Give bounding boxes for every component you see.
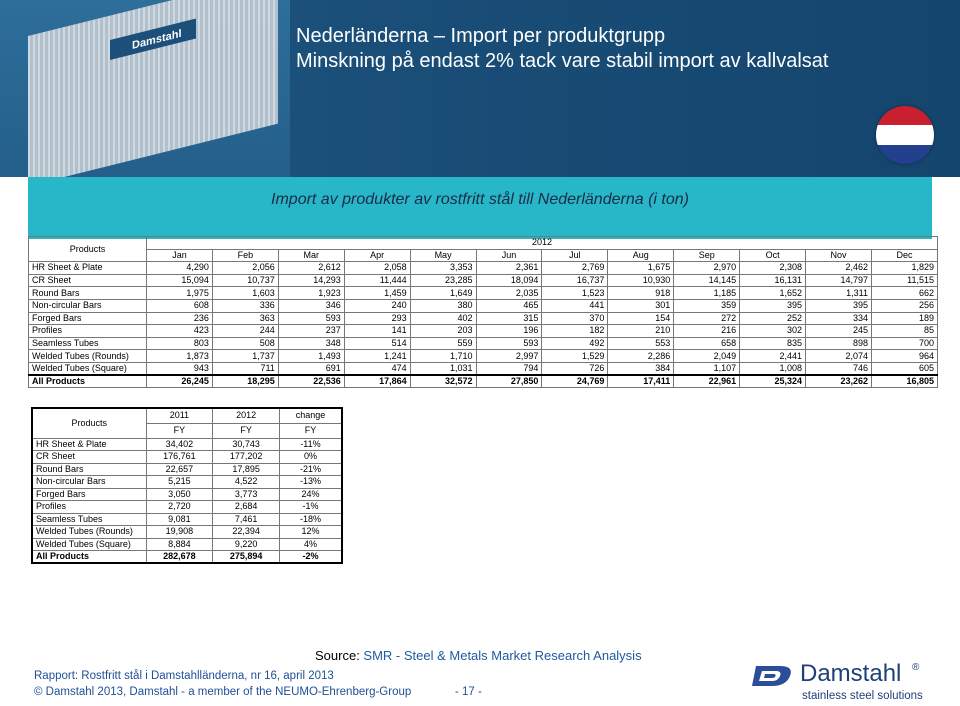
- table-cell: 5,215: [146, 476, 213, 489]
- total-label: All Products: [32, 551, 146, 564]
- table-cell: 658: [674, 337, 740, 350]
- table-cell: 237: [278, 325, 344, 338]
- source-name: SMR - Steel & Metals Market Research Analysis: [363, 648, 642, 663]
- table-cell: 7,461: [213, 513, 280, 526]
- table-cell: 293: [344, 312, 410, 325]
- total-cell: 17,411: [608, 375, 674, 388]
- table-cell: 216: [674, 325, 740, 338]
- table-cell: 11,515: [871, 274, 937, 287]
- table-cell: -1%: [279, 501, 342, 514]
- table-cell: 1,311: [806, 287, 872, 300]
- table-cell: 726: [542, 362, 608, 375]
- table-cell: 423: [147, 325, 213, 338]
- table-cell: 177,202: [213, 451, 280, 464]
- total-cell: 23,262: [806, 375, 872, 388]
- table-cell: 18,094: [476, 274, 542, 287]
- table-cell: 964: [871, 350, 937, 363]
- page-title-line1: Nederländerna – Import per produktgrupp: [296, 25, 666, 47]
- table-cell: 1,493: [278, 350, 344, 363]
- table-cell: 4%: [279, 538, 342, 551]
- table-cell: 2,441: [740, 350, 806, 363]
- table-cell: 1,652: [740, 287, 806, 300]
- table-cell: 19,908: [146, 526, 213, 539]
- total-cell: 24,769: [542, 375, 608, 388]
- annual-column-subheader: FY: [213, 423, 280, 438]
- month-header: Nov: [806, 249, 872, 262]
- table-cell: 2,058: [344, 262, 410, 275]
- table-cell: 1,523: [542, 287, 608, 300]
- table-cell: 22,394: [213, 526, 280, 539]
- table-cell: 17,895: [213, 463, 280, 476]
- table-cell: 395: [740, 299, 806, 312]
- table-cell: 1,675: [608, 262, 674, 275]
- month-header: Sep: [674, 249, 740, 262]
- total-cell: -2%: [279, 551, 342, 564]
- table-cell: 141: [344, 325, 410, 338]
- total-cell: 282,678: [146, 551, 213, 564]
- table-cell: 1,008: [740, 362, 806, 375]
- annual-column-subheader: FY: [279, 423, 342, 438]
- annual-column-subheader: FY: [146, 423, 213, 438]
- month-header: Oct: [740, 249, 806, 262]
- table-cell: 662: [871, 287, 937, 300]
- table-cell: 315: [476, 312, 542, 325]
- table-cell: 2,769: [542, 262, 608, 275]
- table-cell: 593: [476, 337, 542, 350]
- page-title-line2: Minskning på endast 2% tack vare stabil import av kallvalsat: [296, 50, 829, 72]
- monthly-header-year-row: [29, 237, 938, 250]
- logo-tagline: stainless steel solutions: [802, 690, 923, 702]
- annual-import-table: [31, 407, 343, 564]
- page-title: [296, 24, 828, 74]
- monthly-year-header: 2012: [147, 237, 938, 250]
- table-row: [29, 350, 938, 363]
- table-cell: 244: [212, 325, 278, 338]
- monthly-header-months-row: [29, 249, 938, 262]
- table-row: [29, 325, 938, 338]
- table-cell: 1,829: [871, 262, 937, 275]
- monthly-products-header: Products: [29, 237, 147, 262]
- row-label: Profiles: [32, 501, 146, 514]
- table-cell: 514: [344, 337, 410, 350]
- table-cell: 182: [542, 325, 608, 338]
- total-cell: 26,245: [147, 375, 213, 388]
- annual-column-header: 2012: [213, 408, 280, 423]
- table-row: [29, 299, 938, 312]
- month-header: Jul: [542, 249, 608, 262]
- table-cell: 10,930: [608, 274, 674, 287]
- table-cell: 336: [212, 299, 278, 312]
- table-row: [32, 438, 342, 451]
- table-cell: 465: [476, 299, 542, 312]
- table-cell: 176,761: [146, 451, 213, 464]
- table-cell: 553: [608, 337, 674, 350]
- month-header: Jan: [147, 249, 213, 262]
- registered-mark: ®: [912, 662, 920, 673]
- table-cell: 363: [212, 312, 278, 325]
- row-label: Welded Tubes (Square): [32, 538, 146, 551]
- table-cell: 3,773: [213, 488, 280, 501]
- table-row: [29, 362, 938, 375]
- table-cell: 203: [410, 325, 476, 338]
- page-number: - 17 -: [455, 686, 482, 698]
- annual-header-year-row: [32, 408, 342, 423]
- table-cell: -18%: [279, 513, 342, 526]
- table-row: [29, 337, 938, 350]
- row-label: HR Sheet & Plate: [32, 438, 146, 451]
- table-row: [29, 287, 938, 300]
- month-header: Apr: [344, 249, 410, 262]
- table-cell: 395: [806, 299, 872, 312]
- table-cell: 1,529: [542, 350, 608, 363]
- row-label: Welded Tubes (Rounds): [32, 526, 146, 539]
- row-label: Forged Bars: [32, 488, 146, 501]
- table-cell: 559: [410, 337, 476, 350]
- table-cell: 835: [740, 337, 806, 350]
- table-cell: 0%: [279, 451, 342, 464]
- table-cell: 359: [674, 299, 740, 312]
- total-cell: 17,864: [344, 375, 410, 388]
- row-label: CR Sheet: [29, 274, 147, 287]
- damstahl-logo-text: Damstahl: [800, 660, 902, 687]
- table-cell: 2,308: [740, 262, 806, 275]
- row-label: HR Sheet & Plate: [29, 262, 147, 275]
- table-cell: 402: [410, 312, 476, 325]
- table-cell: 2,035: [476, 287, 542, 300]
- table-cell: 8,884: [146, 538, 213, 551]
- table-cell: 15,094: [147, 274, 213, 287]
- table-cell: 256: [871, 299, 937, 312]
- table-cell: 918: [608, 287, 674, 300]
- row-label: Welded Tubes (Rounds): [29, 350, 147, 363]
- row-label: CR Sheet: [32, 451, 146, 464]
- table-row: [32, 451, 342, 464]
- table-cell: 2,049: [674, 350, 740, 363]
- table-cell: 605: [871, 362, 937, 375]
- table-cell: 2,462: [806, 262, 872, 275]
- total-cell: 18,295: [212, 375, 278, 388]
- table-cell: 2,684: [213, 501, 280, 514]
- table-cell: 711: [212, 362, 278, 375]
- table-row: [29, 312, 938, 325]
- table-cell: -21%: [279, 463, 342, 476]
- table-cell: -13%: [279, 476, 342, 489]
- table-cell: 508: [212, 337, 278, 350]
- table-row: [32, 513, 342, 526]
- table-row: [32, 526, 342, 539]
- table-cell: 2,612: [278, 262, 344, 275]
- table-cell: 23,285: [410, 274, 476, 287]
- table-row: [29, 262, 938, 275]
- table-cell: 30,743: [213, 438, 280, 451]
- table-cell: 252: [740, 312, 806, 325]
- table-cell: 794: [476, 362, 542, 375]
- table-cell: 1,975: [147, 287, 213, 300]
- month-header: Dec: [871, 249, 937, 262]
- table-cell: 474: [344, 362, 410, 375]
- table-cell: 34,402: [146, 438, 213, 451]
- table-cell: 3,050: [146, 488, 213, 501]
- table-cell: 9,220: [213, 538, 280, 551]
- building-sign-text: Damstahl: [132, 27, 182, 52]
- table-cell: 10,737: [212, 274, 278, 287]
- table-cell: 1,873: [147, 350, 213, 363]
- table-cell: 380: [410, 299, 476, 312]
- table-cell: 1,185: [674, 287, 740, 300]
- table-cell: 370: [542, 312, 608, 325]
- table-cell: 272: [674, 312, 740, 325]
- table-cell: 16,131: [740, 274, 806, 287]
- annual-products-header: Products: [32, 408, 146, 438]
- table-cell: 1,241: [344, 350, 410, 363]
- source-prefix: Source:: [315, 648, 364, 663]
- table-cell: 189: [871, 312, 937, 325]
- table-cell: 14,145: [674, 274, 740, 287]
- table-cell: 943: [147, 362, 213, 375]
- month-header: Feb: [212, 249, 278, 262]
- row-label: Non-circular Bars: [29, 299, 147, 312]
- row-label: Forged Bars: [29, 312, 147, 325]
- building-facade: [28, 0, 278, 177]
- table-row: [29, 274, 938, 287]
- table-cell: 1,107: [674, 362, 740, 375]
- table-cell: 4,522: [213, 476, 280, 489]
- netherlands-flag-icon: [876, 106, 934, 164]
- total-label: All Products: [29, 375, 147, 388]
- table-cell: 210: [608, 325, 674, 338]
- table-cell: 2,074: [806, 350, 872, 363]
- table-cell: 4,290: [147, 262, 213, 275]
- table-cell: 334: [806, 312, 872, 325]
- total-cell: 275,894: [213, 551, 280, 564]
- table-cell: 85: [871, 325, 937, 338]
- table-cell: 24%: [279, 488, 342, 501]
- row-label: Round Bars: [32, 463, 146, 476]
- table-row: [32, 476, 342, 489]
- row-label: Seamless Tubes: [29, 337, 147, 350]
- header-band: [0, 0, 960, 177]
- section-title-band: [28, 177, 932, 239]
- row-label: Welded Tubes (Square): [29, 362, 147, 375]
- table-cell: 14,293: [278, 274, 344, 287]
- table-cell: 240: [344, 299, 410, 312]
- table-cell: 746: [806, 362, 872, 375]
- table-cell: 301: [608, 299, 674, 312]
- total-cell: 22,536: [278, 375, 344, 388]
- table-cell: 1,031: [410, 362, 476, 375]
- table-cell: 302: [740, 325, 806, 338]
- annual-column-header: change: [279, 408, 342, 423]
- row-label: Round Bars: [29, 287, 147, 300]
- annual-column-header: 2011: [146, 408, 213, 423]
- report-reference: Rapport: Rostfritt stål i Damstahlländerna, nr 16, april 2013: [34, 670, 334, 682]
- table-cell: 2,970: [674, 262, 740, 275]
- month-header: Mar: [278, 249, 344, 262]
- total-cell: 25,324: [740, 375, 806, 388]
- table-cell: 898: [806, 337, 872, 350]
- row-label: Seamless Tubes: [32, 513, 146, 526]
- table-cell: 3,353: [410, 262, 476, 275]
- damstahl-logo-icon: [750, 664, 796, 688]
- table-cell: 2,286: [608, 350, 674, 363]
- table-cell: 2,720: [146, 501, 213, 514]
- total-cell: 22,961: [674, 375, 740, 388]
- table-row: [32, 538, 342, 551]
- month-header: Aug: [608, 249, 674, 262]
- table-cell: 14,797: [806, 274, 872, 287]
- table-cell: 154: [608, 312, 674, 325]
- building-photo: [0, 0, 290, 177]
- total-cell: 32,572: [410, 375, 476, 388]
- table-cell: -11%: [279, 438, 342, 451]
- row-label: Profiles: [29, 325, 147, 338]
- table-cell: 1,649: [410, 287, 476, 300]
- total-cell: 27,850: [476, 375, 542, 388]
- section-title: Import av produkter av rostfritt stål till Nederländerna (i ton): [271, 191, 689, 208]
- table-cell: 1,710: [410, 350, 476, 363]
- table-cell: 236: [147, 312, 213, 325]
- table-cell: 16,737: [542, 274, 608, 287]
- table-cell: 346: [278, 299, 344, 312]
- table-cell: 1,603: [212, 287, 278, 300]
- table-cell: 492: [542, 337, 608, 350]
- table-cell: 1,737: [212, 350, 278, 363]
- table-cell: 2,361: [476, 262, 542, 275]
- table-cell: 12%: [279, 526, 342, 539]
- table-cell: 803: [147, 337, 213, 350]
- table-cell: 2,056: [212, 262, 278, 275]
- month-header: May: [410, 249, 476, 262]
- table-row: [32, 488, 342, 501]
- table-cell: 245: [806, 325, 872, 338]
- table-row: [32, 463, 342, 476]
- total-row: [29, 375, 938, 388]
- table-cell: 348: [278, 337, 344, 350]
- table-cell: 384: [608, 362, 674, 375]
- table-cell: 11,444: [344, 274, 410, 287]
- copyright-notice: © Damstahl 2013, Damstahl - a member of the NEUMO-Ehrenberg-Group: [34, 686, 412, 698]
- monthly-import-table: [28, 236, 938, 388]
- table-cell: 9,081: [146, 513, 213, 526]
- row-label: Non-circular Bars: [32, 476, 146, 489]
- table-cell: 593: [278, 312, 344, 325]
- table-row: [32, 501, 342, 514]
- total-row: [32, 551, 342, 564]
- table-cell: 22,657: [146, 463, 213, 476]
- table-cell: 1,459: [344, 287, 410, 300]
- table-cell: 2,997: [476, 350, 542, 363]
- table-cell: 196: [476, 325, 542, 338]
- month-header: Jun: [476, 249, 542, 262]
- total-cell: 16,805: [871, 375, 937, 388]
- table-cell: 700: [871, 337, 937, 350]
- table-cell: 441: [542, 299, 608, 312]
- table-cell: 608: [147, 299, 213, 312]
- source-line: [315, 648, 642, 663]
- table-cell: 691: [278, 362, 344, 375]
- table-cell: 1,923: [278, 287, 344, 300]
